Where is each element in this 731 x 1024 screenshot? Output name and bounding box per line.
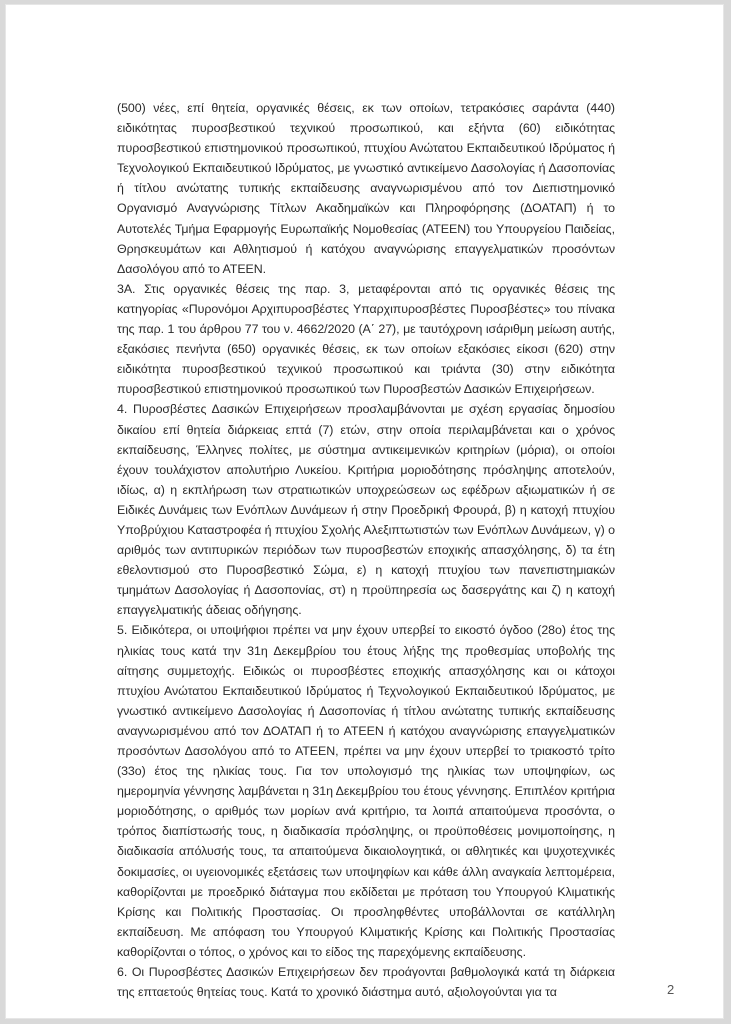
paragraph-4: 4. Πυροσβέστες Δασικών Επιχειρήσεων προσλαμβάνονται με σχέση εργασίας δημοσίου δικαίου επί θητεία διάρκειας επτά (7) ετών, στην οποία περιλαμβάνεται και ο χρόνος εκπαίδευσης, Έλληνες πολίτες, με σύστημα αντικειμενικών κριτηρίων (μόρια), οι οποίοι έχουν τουλάχιστον απολυτήριο Λυκείου. Κριτήρια μοριοδότησης πρόσληψης αποτελούν, ιδίως, α) η εκπλήρωση των στρατιωτικών υποχρεώσεων ως εφέδρων αξιωματικών ή σε Ειδικές Δυνάμεις των Ενόπλων Δυνάμεων ή στην Προεδρική Φρουρά, β) η κατοχή πτυχίου Υποβρύχιου Καταστροφέα ή πτυχίου Σχολής Αλεξιπτωτιστών των Ενόπλων Δυνάμεων, γ) ο αριθμός των αντιπυρικών περιόδων των πυροσβεστών εποχικής απασχόλησης, δ) τα έτη εθελοντισμού στο Πυροσβεστικό Σώμα, ε) η κατοχή πτυχίου των πανεπιστημιακών τμημάτων Δασολογίας ή Δασοπονίας, στ) η προϋπηρεσία ως δασεργάτης και ζ) η κατοχή επαγγελματικής άδειας οδήγησης. (117, 402, 615, 618)
paragraph-5: 5. Ειδικότερα, οι υποψήφιοι πρέπει να μην έχουν υπερβεί το εικοστό όγδοο (28ο) έτος της ηλικίας τους κατά την 31η Δεκεμβρίου του έτους λήξης της προθεσμίας υποβολής της αίτησης συμμετοχής. Ειδικώς οι πυροσβέστες εποχικής απασχόλησης και οι κάτοχοι πτυχίου Ανώτατου Εκπαιδευτικού Ιδρύματος ή Τεχνολογικού Εκπαιδευτικού Ιδρύματος, με γνωστικό αντικείμενο Δασολογίας ή Δασοπονίας ή τίτλου ανώτατης τυπικής εκπαίδευσης αναγνωρισμένου από τον ΔΟΑΤΑΠ ή το ΑΤΕΕΝ ή κατόχου αναγνώρισης επαγγελματικών προσόντων Δασολόγου από το ΑΤΕΕΝ, πρέπει να μην έχουν υπερβεί το τριακοστό τρίτο (33ο) έτος της ηλικίας τους. Για τον υπολογισμό της ηλικίας των υποψηφίων, ως ημερομηνία γέννησης λαμβάνεται η 31η Δεκεμβρίου του έτους γέννησης. Επιπλέον κριτήρια μοριοδότησης, ο αριθμός των μορίων ανά κριτήριο, τα λοιπά απαιτούμενα προσόντα, ο τρόπος διαπίστωσής τους, η διαδικασία πρόσληψης, οι προϋποθέσεις μονιμοποίησης, η διαδικασία απόλυσής τους, τα απαιτούμενα δικαιολογητικά, οι αθλητικές και ψυχοτεχνικές δοκιμασίες, οι υγειονομικές εξετάσεις των υποψηφίων και κάθε άλλη αναγκαία λεπτομέρεια, καθορίζονται με προεδρικό διάταγμα που εκδίδεται με πρόταση του Υπουργού Κλιματικής Κρίσης και Πολιτικής Προστασίας. Οι προσληφθέντες υποβάλλονται σε κατάλληλη εκπαίδευση. Με απόφαση του Υπουργού Κλιματικής Κρίσης και Πολιτικής Προστασίας καθορίζονται ο τόπος, ο χρόνος και το είδος της παρεχόμενης εκπαίδευσης. (117, 623, 615, 959)
page-number: 2 (667, 982, 675, 997)
paragraph-continuation: (500) νέες, επί θητεία, οργανικές θέσεις, εκ των οποίων, τετρακόσιες σαράντα (440) ειδικότητας πυροσβεστικού τεχνικού προσωπικού, και εξήντα (60) ειδικότητας πυροσβεστικού επιστημονικού προσωπικού, πτυχίου Ανώτατου Εκπαιδευτικού Ιδρύματος ή Τεχνολογικού Εκπαιδευτικού Ιδρύματος, με γνωστικό αντικείμενο Δασολογίας ή Δασοπονίας ή τίτλου ανώτατης τυπικής εκπαίδευσης αναγνωρισμένου από τον Διεπιστημονικό Οργανισμό Αναγνώρισης Τίτλων Ακαδημαϊκών και Πληροφόρησης (ΔΟΑΤΑΠ) ή το Αυτοτελές Τμήμα Εφαρμογής Ευρωπαϊκής Νομοθεσίας (ΑΤΕΕΝ) του Υπουργείου Παιδείας, Θρησκευμάτων και Αθλητισμού ή κατόχου αναγνώρισης επαγγελματικών προσόντων Δασολόγου από το ΑΤΕΕΝ. (117, 101, 615, 276)
paragraph-6: 6. Οι Πυροσβέστες Δασικών Επιχειρήσεων δεν προάγονται βαθμολογικά κατά τη διάρκεια της επταετούς θητείας τους. Κατά το χρονικό διάστημα αυτό, αξιολογούνται για τα (117, 965, 615, 1000)
paragraph-3a: 3Α. Στις οργανικές θέσεις της παρ. 3, μεταφέρονται από τις οργανικές θέσεις της κατηγορίας «Πυρονόμοι Αρχιπυροσβέστες Υπαρχιπυροσβέστες Πυροσβέστες» του πίνακα της παρ. 1 του άρθρου 77 του ν. 4662/2020 (Α΄ 27), με ταυτόχρονη ισάριθμη μείωση αυτής, εξακόσιες πενήντα (650) οργανικές θέσεις, εκ των οποίων εξακόσιες είκοσι (620) στην ειδικότητα πυροσβεστικού τεχνικού προσωπικού και τριάντα (30) στην ειδικότητα πυροσβεστικού επιστημονικού προσωπικού των Πυροσβεστών Δασικών Επιχειρήσεων. (117, 281, 615, 397)
body-text (117, 98, 615, 1002)
document-page (5, 4, 724, 1019)
